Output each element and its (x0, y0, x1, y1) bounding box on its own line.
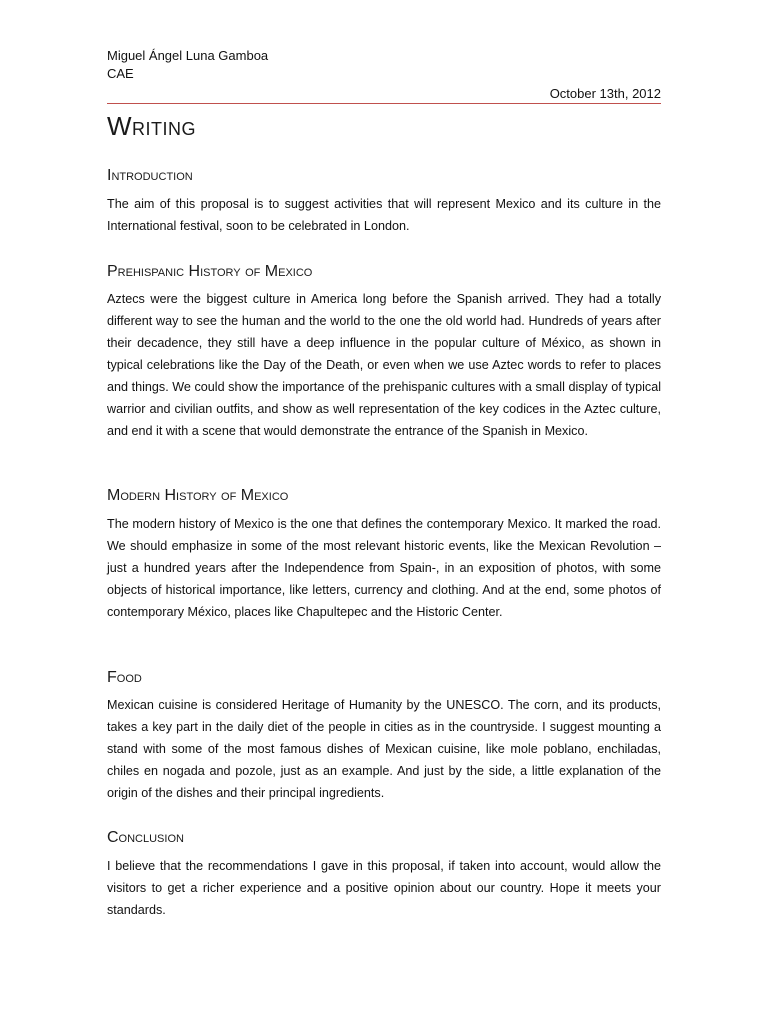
section-body-modern: The modern history of Mexico is the one that defines the contemporary Mexico. It marked the road. We should emphasize in some of the most relevant historic events, like the Mexican Revolution –just a hundred years after the Independence from Spain-, in an exposition of photos, with some objects of historical importance, like letters, currency and clothing. And at the end, some photos of contemporary México, places like Chapultepec and the Historic Center. (107, 517, 661, 619)
header-divider (107, 103, 661, 104)
section-heading-conclusion: Conclusion (107, 829, 184, 846)
section-heading-modern: Modern History of Mexico (107, 487, 289, 504)
section-body-prehispanic: Aztecs were the biggest culture in America long before the Spanish arrived. They had a totally different way to see the human and the world to the one the old world had. Hundreds of years after their decadence, they still have a deep influence in the popular culture of México, as shown in typical celebrations like the Day of the Death, or even when we use Aztec words to refer to places and things. We could show the importance of the prehispanic cultures with a small display of typical warrior and civilian outfits, and show as well representation of the key codices in the Aztec culture, and end it with a scene that would demonstrate the entrance of the Spanish in Mexico. (107, 292, 661, 438)
section-body-conclusion: I believe that the recommendations I gave in this proposal, if taken into account, would allow the visitors to get a richer experience and a positive opinion about our country. Hope it meets your standards. (107, 859, 661, 917)
section-heading-introduction: Introduction (107, 167, 193, 184)
author-block (107, 47, 268, 83)
author-name: Miguel Ángel Luna Gamboa (107, 48, 269, 63)
course-label: CAE (107, 66, 134, 81)
document-date: October 13th, 2012 (549, 86, 661, 101)
document-page (107, 0, 661, 1024)
section-body-introduction: The aim of this proposal is to suggest activities that will represent Mexico and its culture in the International festival, soon to be celebrated in London. (107, 197, 661, 233)
section-heading-prehispanic: Prehispanic History of Mexico (107, 263, 313, 280)
document-title: Writing (107, 111, 197, 141)
section-body-food: Mexican cuisine is considered Heritage of Humanity by the UNESCO. The corn, and its products, takes a key part in the daily diet of the people in cities as in the countryside. I suggest mounting a stand with some of the most famous dishes of Mexican cuisine, like mole poblano, enchiladas, chiles en nogada and pozole, just as an example. And just by the side, a little explanation of the origin of the dishes and their principal ingredients. (107, 698, 661, 800)
section-heading-food: Food (107, 669, 142, 686)
